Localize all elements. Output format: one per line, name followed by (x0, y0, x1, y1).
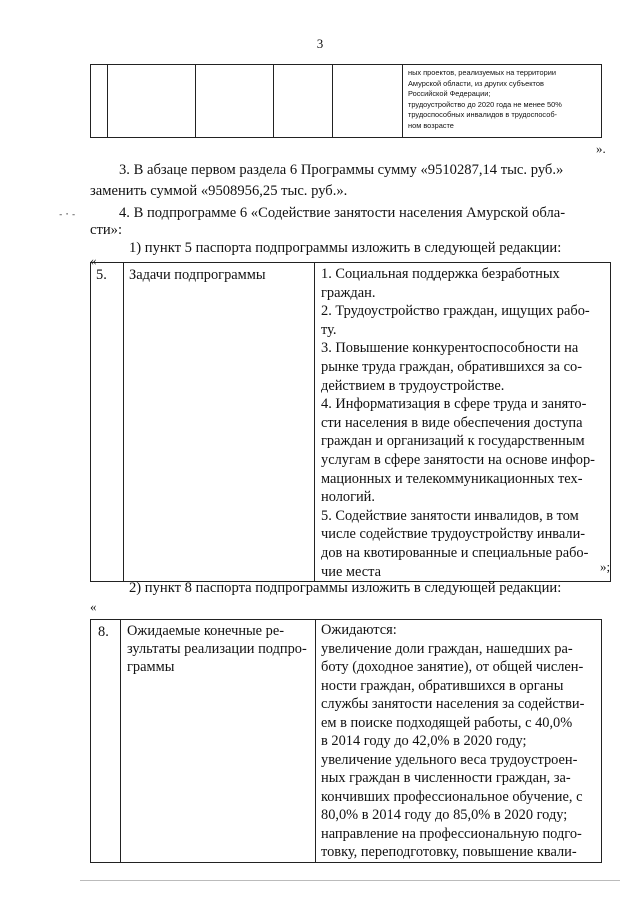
table-text-line: ных проектов, реализуемых на территории (408, 68, 556, 77)
paragraph-4-line-2: сти»: (90, 222, 123, 238)
content-line: сти населения в виде обеспечения доступа (321, 414, 583, 431)
item-label (121, 620, 316, 863)
table-cell (91, 65, 108, 138)
content-line: услугам в сфере занятости на основе инфор- (321, 451, 595, 468)
table-text-line: трудоспособных инвалидов в трудоспособ- (408, 110, 558, 120)
item-content (316, 620, 602, 863)
subpoint-1: 1) пункт 5 паспорта подпрограммы изложить в следующей редакции: (129, 240, 562, 256)
content-line: числе содействие трудоустройству инвали- (321, 526, 586, 543)
content-line: кончивших профессиональное обучение, с (321, 788, 583, 805)
content-line: ту. (321, 321, 337, 338)
subpoint-2: 2) пункт 8 паспорта подпрограммы изложить в следующей редакции: (129, 580, 562, 596)
table-text-line: Российской Федерации; (408, 89, 491, 99)
table-text-line: трудоустройство до 2020 года не менее 50% (408, 99, 562, 109)
content-line: нологий. (321, 489, 375, 506)
scan-edge-line (80, 880, 620, 881)
label-line: зультаты реализации подпро- (127, 641, 307, 657)
table-cell-text (403, 65, 602, 138)
content-line: увеличение удельного веса трудоустроен- (321, 751, 578, 768)
content-line: направление на профессиональную подго- (321, 825, 582, 842)
closing-mark-1: »; (600, 559, 611, 574)
paragraph-3-line-2: заменить суммой «9508956,25 тыс. руб.». (90, 183, 348, 199)
paragraph-3-line-1: 3. В абзаце первом раздела 6 Программы сумму «9510287,14 тыс. руб.» (119, 162, 564, 178)
content-line: чие места (321, 563, 382, 580)
content-line: службы занятости населения за содействи- (321, 696, 585, 712)
content-line: 4. Информатизация в сфере труда и занято- (321, 396, 587, 413)
paragraph-4-line-1: 4. В подпрограмме 6 «Содействие занятости населения Амурской обла- (119, 205, 566, 221)
item-number: 5. (91, 263, 124, 582)
content-line: рынке труда граждан, обратившихся за со- (321, 358, 583, 375)
content-line: граждан. (321, 284, 376, 301)
content-line: 2. Трудоустройство граждан, ищущих рабо- (321, 303, 590, 320)
closing-quote-mark: ». (596, 141, 606, 156)
label-line: граммы (127, 659, 175, 675)
content-line: 1. Социальная поддержка безработных (321, 266, 560, 282)
content-line: боту (доходное занятие), от общей числен- (321, 659, 584, 675)
content-line: 3. Повышение конкурентоспособности на (321, 340, 579, 357)
table-text-line: ном возрасте (408, 120, 454, 130)
item-content (315, 263, 611, 582)
passport-item-5-table (90, 262, 611, 582)
content-line: действием в трудоустройстве. (321, 377, 505, 394)
content-line: ем в поиске подходящей работы, с 40,0% (321, 714, 573, 731)
item-number: 8. (91, 620, 121, 863)
table-cell (108, 65, 196, 138)
content-line: 80,0% в 2014 году до 85,0% в 2020 году; (321, 807, 568, 823)
table-cell (196, 65, 274, 138)
opening-quote-2: « (90, 599, 97, 614)
table-cell (274, 65, 333, 138)
item-label: Задачи подпрограммы (124, 263, 315, 582)
content-line: мационных и телекоммуникационных тех- (321, 470, 583, 487)
content-line: ности граждан, обратившихся в органы (321, 677, 564, 694)
content-line: увеличение доли граждан, нашедших ра- (321, 640, 573, 657)
content-line: 5. Содействие занятости инвалидов, в том (321, 507, 579, 524)
scan-artifact: -·- (58, 210, 78, 220)
table-text-line: Амурской области, из других субъектов (408, 78, 544, 88)
content-line: товку, переподготовку, повышение квали- (321, 844, 577, 860)
opening-quote-1: « (90, 253, 97, 268)
page-number: 3 (316, 36, 324, 51)
label-line: Ожидаемые конечные ре- (127, 623, 285, 639)
passport-item-8-table (90, 619, 602, 863)
content-line: Ожидаются: (321, 622, 397, 638)
continuation-table (90, 64, 602, 138)
content-line: дов на квотированные и специальные рабо- (321, 544, 589, 561)
content-line: граждан и организаций к государственным (321, 433, 585, 450)
content-line: ных граждан в численности граждан, за- (321, 770, 571, 786)
table-cell (333, 65, 403, 138)
content-line: в 2014 году до 42,0% в 2020 году; (321, 733, 527, 749)
